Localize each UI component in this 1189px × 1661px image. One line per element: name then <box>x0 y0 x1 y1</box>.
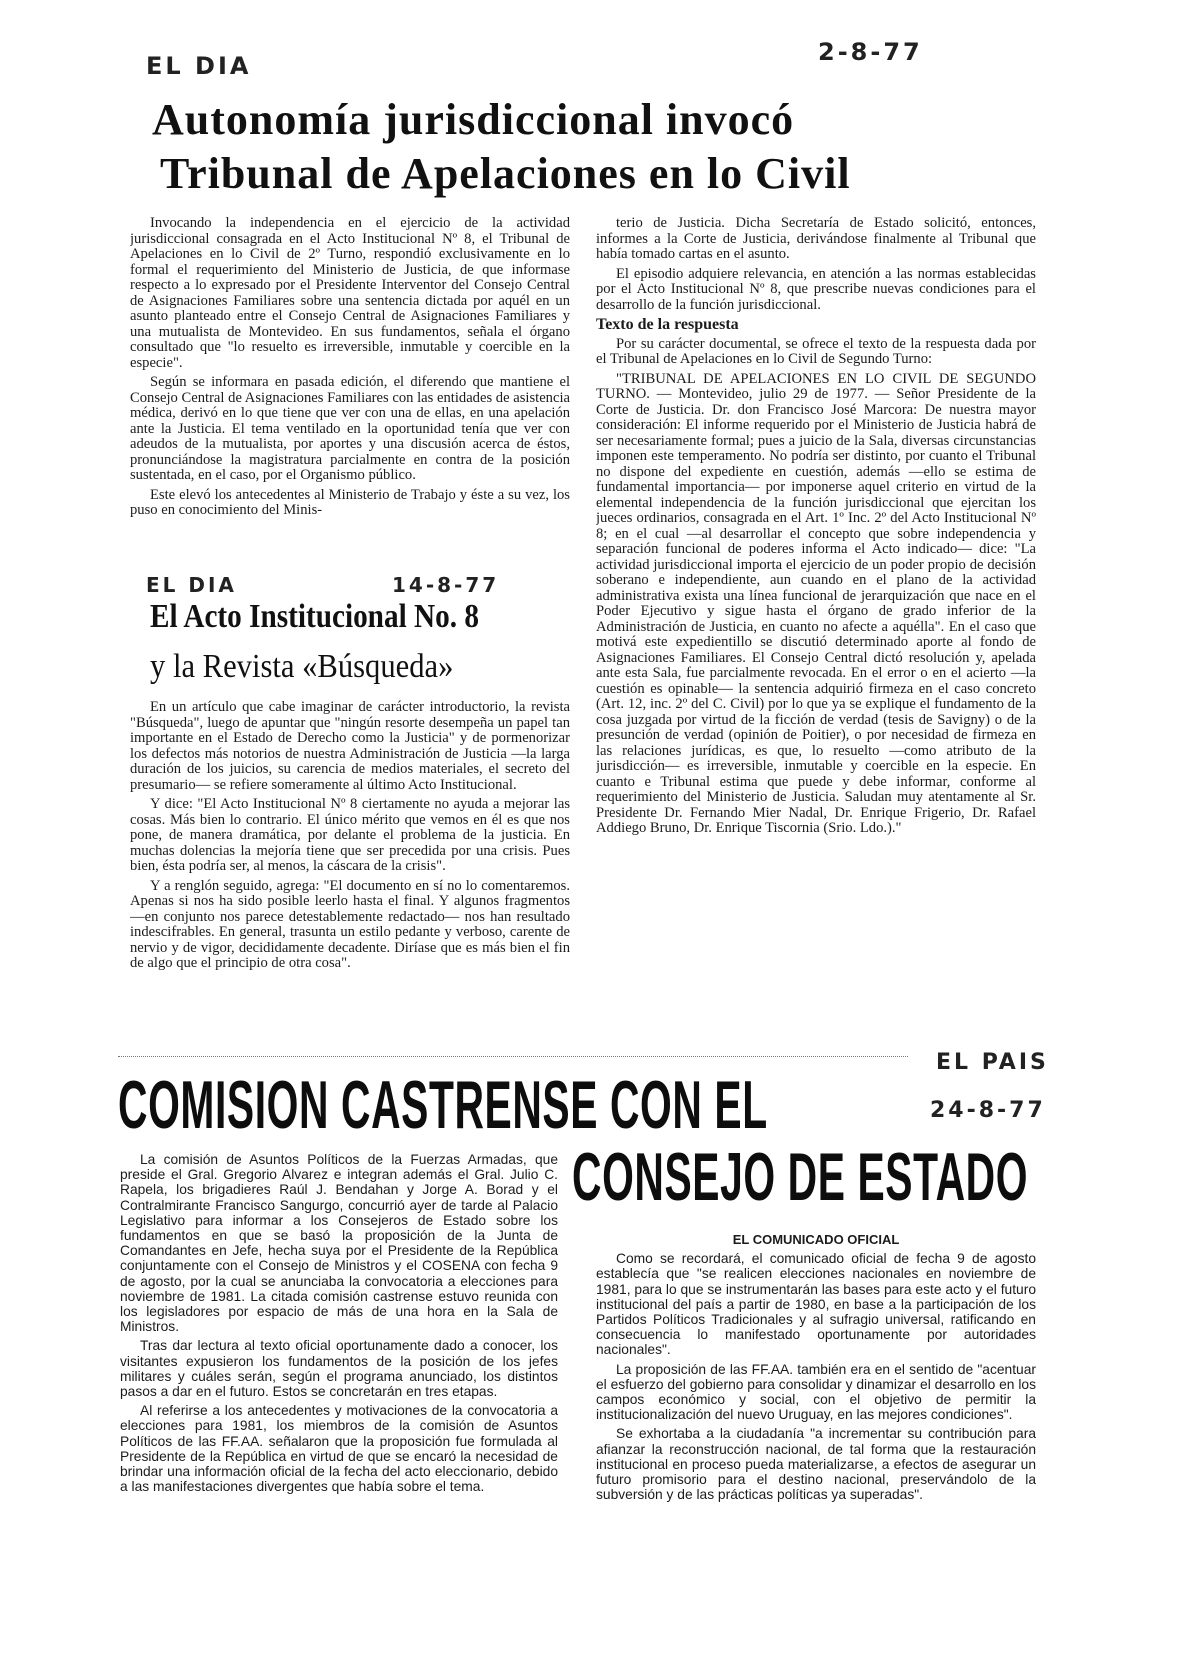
clip3-right-head: EL COMUNICADO OFICIAL <box>732 1232 900 1247</box>
clip3-top-rule <box>118 1056 908 1057</box>
clip2-column <box>130 700 570 1010</box>
clip2-paragraph: Y dice: "El Acto Institucional Nº 8 ciertamente no ayuda a mejorar las cosas. Más bien lo contrario. El único mérito que vemos en él es que nos pone, de manera dramática, por delante el problema de la justicia. En muchas dolencias la mejoría tiene que ser precedida por una crisis. Pues bien, ésta podría ser, al menos, la cáscara de la crisis". <box>130 796 570 874</box>
clip3-left-paragraph: Tras dar lectura al texto oficial oportunamente dado a conocer, los visitantes expusieron los fundamentos de la posición de los jefes militares y cuáles serán, según el programa anunciado, los distintos pasos a dar en el futuro. Estos se concretarán en tres etapas. <box>120 1338 558 1400</box>
clip1-right-paragraph: El episodio adquiere relevancia, en atención a las normas establecidas por el Acto Institucional Nº 8, que prescribe nuevas condiciones para el desarrollo de la función jurisdiccional. <box>596 265 1036 313</box>
clip1-body-paragraph: Por su carácter documental, se ofrece el texto de la respuesta dada por el Tribunal de Apelaciones en lo Civil de Segundo Turno: <box>596 335 1036 367</box>
clip1-left-paragraph: Según se informara en pasada edición, el diferendo que mantiene el Consejo Central de Asignaciones Familiares con las entidades de asistencia médica, derivó en lo que tiene que ver con una de ellas, en una apelación ante la Justicia. El tema ventilado en la oportunidad tenía que ver con adeudos de la mutualista, por aportes y una discusión acerca de éstos, pronunciándose la magistratura parcialmente en contra de la posición sustentada, en el caso, por el Organismo público. <box>130 374 570 483</box>
clip3-left-paragraph: Al referirse a los antecedentes y motivaciones de la convocatoria a elecciones para 1981, los miembros de la comisión de Asuntos Políticos de las FF.AA. señalaron que la proposición fue formulada al Presidente de la República en virtud de que se encaró la necesidad de brindar una información oficial de la fecha del acto eleccionario, debido a las manifestaciones divergentes que había sobre el tema. <box>120 1403 558 1495</box>
clip2-source-note: EL DIA <box>146 573 237 597</box>
clip1-source-note: EL DIA <box>146 52 252 80</box>
clip3-left-paragraph: La comisión de Asuntos Políticos de la Fuerzas Armadas, que preside el Gral. Gregorio Alvarez e integran además el Gral. Julio C. Rapela, los brigadieres Raúl J. Bendahan y Jorge A. Borad y el Contralmirante Francisco Sangurgo, concurrió ayer de tarde al Palacio Legislativo para informar a los Consejeros de Estado sobre los fundamentos en que se basó la proposición de la Junta de Comandantes en Jefe, hecha suya por el Presidente de la República conjuntamente con el Consejo de Ministros y el COSENA con fecha 9 de agosto, por la cual se anunciaba la convocatoria a elecciones para noviembre de 1981. La citada comisión castrense estuvo reunida con los legisladores por espacio de más de una hora en la Sala de Ministros. <box>120 1152 558 1335</box>
clip1-left-paragraph: Invocando la independencia en el ejercicio de la actividad jurisdiccional consagrada en el Acto Institucional Nº 8, el Tribunal de Apelaciones en lo Civil de 2º Turno, respondió exclusivamente en lo formal el requerimiento del Ministerio de Justicia, de que informase respecto a lo expresado por el Presidente Interventor del Consejo Central de Asignaciones Familiares sobre una sentencia dictada por aquél en un asunto planteado entre el Consejo Central de Asignaciones Familiares y una mutualista de Montevideo. En sus fundamentos, señala el órgano consultado que "lo resuelto es irreversible, inmutable y coercible en la especie". <box>130 216 570 371</box>
clip1-date-note: 2-8-77 <box>818 38 923 66</box>
clip3-headline-line1: COMISION CASTRENSE CON EL <box>118 1067 768 1143</box>
clip1-headline-line1: Autonomía jurisdiccional invocó <box>152 95 795 144</box>
clip3-right-paragraph: Como se recordará, el comunicado oficial de fecha 9 de agosto establecía que "se realicen elecciones nacionales en noviembre de 1981, para lo que se instrumentarán las bases para este acto y el futuro institucional del país a partir de 1980, en base a la participación de los Partidos Políticos Tradicionales y al sufragio universal, ratificando en consecuencia lo manifestado oportunamente por autoridades nacionales". <box>596 1251 1036 1358</box>
clip3-right-column <box>596 1232 1036 1532</box>
clip2-headline-line1: El Acto Institucional No. 8 <box>150 598 479 635</box>
clip1-subhead: Texto de la respuesta <box>596 316 739 333</box>
clip2-paragraph: En un artículo que cabe imaginar de carácter introductorio, la revista "Búsqueda", luego de apuntar que "ningún resorte desempeña un papel tan importante en el Estado de Derecho como la Justicia" y de pormenorizar los defectos más notorios de nuestra Administración de Justicia —la larga duración de los juicios, su carencia de medios materiales, el secreto del presumario— se refiere someramente al último Acto Institucional. <box>130 700 570 793</box>
clip3-date-note: 24-8-77 <box>930 1098 1046 1123</box>
clip3-source-note: EL PAIS <box>936 1050 1049 1075</box>
clip1-letter-paragraph: "TRIBUNAL DE APELACIONES EN LO CIVIL DE SEGUNDO TURNO. — Montevideo, julio 29 de 1977. — Señor Presidente de la Corte de Justicia. Dr. don Francisco José Marcora: De nuestra mayor consideración: El informe requerido por el Ministerio de Justicia habrá de ser necesariamente formal; pues a juicio de la Sala, diversas circunstancias imponen este temperamento. No podría ser distinto, por cuanto el Tribunal no dispone del expediente en cuestión, además —ello se estima de fundamental importancia— por imponerse aquel criterio en virtud de la elemental independencia de la función jurisdiccional que ejercitan los jueces ordinarios, consagrada en el Art. 1º Inc. 2º del Acto Institucional Nº 8; en el cual —al desarrollar el concepto que sobre independencia y separación funcional de poderes informa el Acto indicado— dice: "La actividad jurisdiccional importa el ejercicio de un poder propio de decisión soberano e independiente, aun cuando en el plano de la actividad administrativa exista una línea funcional de jerarquización que nace en el Poder Ejecutivo y sigue hasta el órgano de grado inferior de la Administración de Justicia, en cuanto no afecte a aquélla". En el caso que motivá este expedientillo se discutió determinado aporte al fondo de Asignaciones Familiares. El Consejo Central dictó resolución y, apelada ante esta Sala, fue parcialmente revocada. En el error o en el acierto —la cuestión es opinable— la sentencia adquirió firmeza en el caso concreto (Art. 12, inc. 2º del C. Civil) por lo que ya se explique el fundamento de la cosa juzgada por virtud de la ficción de verdad (tesis de Savigny) o de la presunción de verdad (opinión de Poitier), o por necesidad de firmeza en las relaciones jurídicas, es que, lo resuelto —como atributo de la jurisdicción— es irreversible, inmutable y coercible en la especie. En cuanto e Tribunal estima que puede y debe informar, conforme al requerimiento del Ministerio de Justicia. Saludan muy atentamente al Sr. Presidente Dr. Fernando Mier Nadal, Dr. Enrique Frigerio, Dr. Rafael Addiego Bruno, Dr. Enrique Tiscornia (Srio. Ldo.)." <box>596 370 1036 836</box>
clip3-headline-line2: CONSEJO DE ESTADO <box>572 1139 1029 1215</box>
clip3-right-paragraph: La proposición de las FF.AA. también era en el sentido de "acentuar el esfuerzo del gobierno para consolidar y dinamizar el desarrollo en los campos económico y social, con el objetivo de permitir la institucionalización del nuevo Uruguay, en las mejores condiciones". <box>596 1361 1036 1423</box>
clip1-left-paragraph: Este elevó los antecedentes al Ministerio de Trabajo y éste a su vez, los puso en conocimiento del Minis- <box>130 486 570 518</box>
clip1-right-paragraph: terio de Justicia. Dicha Secretaría de Estado solicitó, entonces, informes a la Corte de Justicia, derivándose finalmente al Tribunal que había tomado cartas en el asunto. <box>596 216 1036 262</box>
clip2-headline-line2: y la Revista «Búsqueda» <box>150 648 454 685</box>
clip1-headline-line2: Tribunal de Apelaciones en lo Civil <box>160 149 851 198</box>
clip1-left-column <box>130 216 570 552</box>
clip3-left-column <box>120 1152 558 1532</box>
clip3-right-paragraph: Se exhortaba a la ciudadanía "a incrementar su contribución para afianzar la reconstrucción nacional, de tal forma que la restauración institucional en proceso pueda materializarse, a efectos de asegurar un futuro promisorio para el destino nacional, preservándolo de la subversión y de las prácticas políticas ya superadas". <box>596 1426 1036 1503</box>
clip2-date-note: 14-8-77 <box>392 573 500 597</box>
clip1-right-column <box>596 216 1036 1011</box>
clip2-paragraph: Y a renglón seguido, agrega: "El documento en sí no lo comentaremos. Apenas si nos ha sido posible leerlo hasta el final. Y algunos fragmentos —en conjunto nos parece detestablemente redactado— nos han resultado indescifrables. En general, trasunta un estilo pedante y verboso, carente de nervio y de vigor, decididamente decadente. Diríase que es más bien el fin de algo que el principio de otra cosa". <box>130 877 570 971</box>
